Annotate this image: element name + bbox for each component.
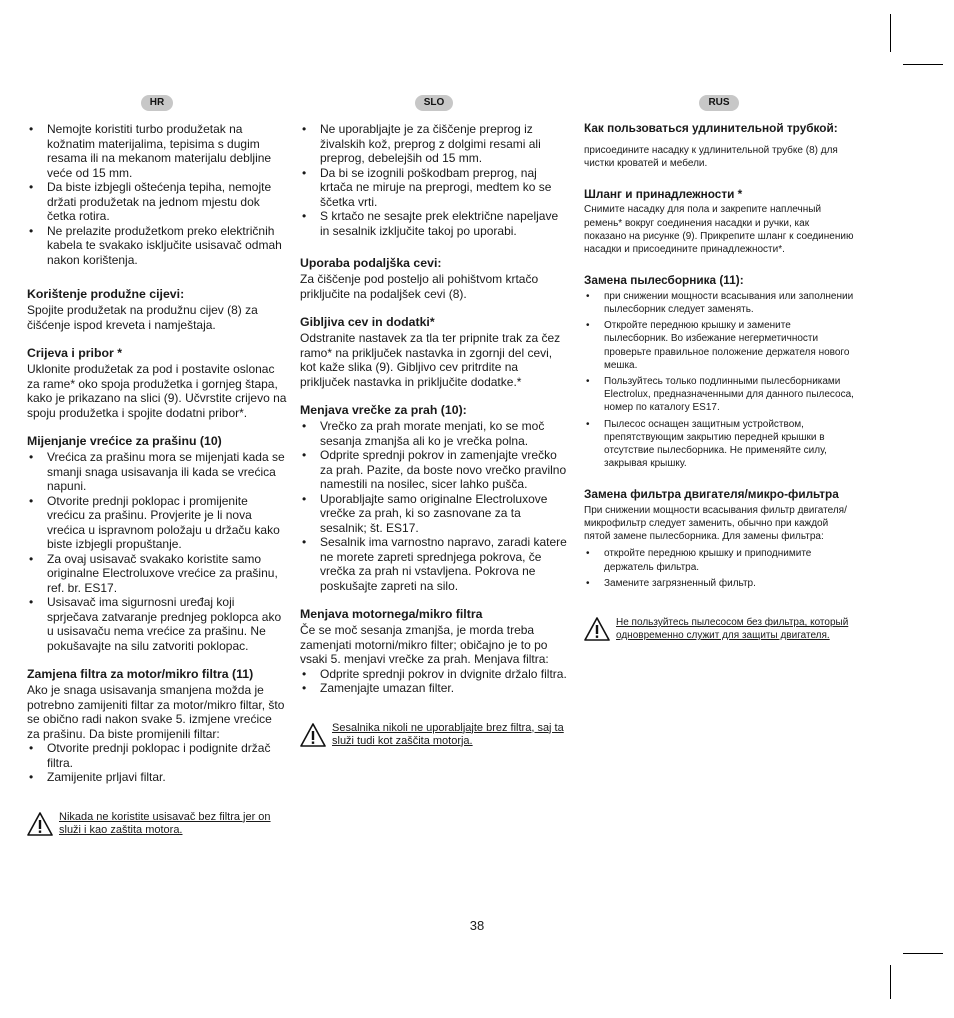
section-list [300, 419, 568, 593]
section-list [584, 290, 854, 471]
section-title: Как пользоваться удлинительной трубкой: [584, 121, 838, 135]
list-item: • Пылесос оснащен защитным устройством, препятствующим закрытию передней крышки в отсутствие пылесборника. Не применяйте силу, закрывая крышку. [584, 418, 854, 471]
warning-text: Nikada ne koristite usisavač bez filtra jer on služi i kao zaštita motora. [59, 810, 271, 836]
section-text: При снижении мощности всасывания фильтр двигателя/микрофильтр следует заменить, обычно при каждой пятой замене пылесборника. Для замены фильтра: [584, 504, 847, 543]
warning-icon [300, 722, 326, 748]
list-item: • Da biste izbjegli oštećenja tepiha, nemojte držati produžetak na jednom mjestu dok četka rotira. [27, 180, 287, 224]
list-item: • Vrečko za prah morate menjati, ko se moč sesanja zmanjša ali ko je vrečka polna. [300, 419, 568, 448]
list-item: • Ne prelazite produžetkom preko električnih kabela te svakako isključite usisavač odmah nakon korištenja. [27, 224, 287, 268]
intro-list [300, 122, 568, 238]
section-text: Uklonite produžetak za pod i postavite oslonac za rame* oko spoja produžetka i gornjeg štapa, kako je prikazano na slici (9). Učvrstite crijevo na spoju produžetka i spojite dodatni pribor*. [27, 362, 287, 420]
list-item: • Odprite sprednji pokrov in dvignite držalo filtra. [300, 667, 568, 682]
list-item: • при снижении мощности всасывания или заполнении пылесборник следует заменять. [584, 290, 854, 316]
section-text: Spojite produžetak na produžnu cijev (8) za čišćenje ispod kreveta i namještaja. [27, 303, 258, 332]
section-list [584, 547, 854, 590]
section-title: Gibljiva cev in dodatki* [300, 315, 435, 329]
section-text: Za čiščenje pod posteljo ali pohištvom krtačo priključite na podaljšek cevi (8). [300, 272, 539, 301]
warning-text: Sesalnika nikoli ne uporabljajte brez filtra, saj ta služi tudi kot zaščita motorja. [332, 721, 564, 747]
section-list [27, 450, 287, 653]
list-item: • Ne uporabljajte je za čiščenje preprog iz živalskih kož, preprog z dolgimi resami ali preprog, debelejših od 15 mm. [300, 122, 568, 166]
column-slo [300, 92, 568, 748]
section-title: Zamjena filtra za motor/mikro filtra (11) [27, 667, 254, 681]
warning-note [584, 616, 854, 642]
language-badge-rus: RUS [699, 95, 738, 111]
crop-mark [890, 14, 891, 52]
warning-icon [584, 616, 610, 642]
list-item: • Otvorite prednji poklopac i podignite držač filtra. [27, 741, 287, 770]
list-item: • Otvorite prednji poklopac i promijenite vrećicu za prašinu. Provjerite je li nova vrećica u ispravnom položaju u držaču kako biste izbjegli propuštanje. [27, 494, 287, 552]
section-text: присоедините насадку к удлинительной трубке (8) для чистки кроватей и мебели. [584, 144, 838, 169]
section-text: Če se moč sesanja zmanjša, je morda treba zamenjati motorni/mikro filter; običajno je to po vsaki 5. menjavi vrečke za prah. Menjava filtra: [300, 623, 549, 666]
section-title: Korištenje produžne cijevi: [27, 287, 185, 301]
list-item: • Za ovaj usisavač svakako koristite samo originalne Electroluxove vrećice za prašinu, ref. br. ES17. [27, 552, 287, 596]
section-text: Ako je snaga usisavanja smanjena možda je potrebno zamijeniti filtar za motor/mikro filtar, što se obično radi nakon svake 5. izmjene vrećice za prašinu. Da biste promijenili filtar: [27, 683, 285, 741]
list-item: • Пользуйтесь только подлинными пылесборниками Electrolux, предназначенными для данного пылесоса, номер по каталогу ES17. [584, 375, 854, 415]
crop-mark [903, 64, 943, 65]
section-title: Uporaba podaljška cevi: [300, 256, 442, 270]
warning-icon [27, 811, 53, 837]
intro-list [27, 122, 287, 267]
list-item: • Zamijenite prljavi filtar. [27, 770, 287, 785]
list-item: • Uporabljajte samo originalne Electroluxove vrečke za prah, ki so zasnovane za ta sesalnik; št. ES17. [300, 492, 568, 536]
section-title: Menjava vrečke za prah (10): [300, 403, 467, 417]
section-title: Шланг и принадлежности * [584, 186, 743, 201]
section-title: Замена фильтра двигателя/микро-фильтра [584, 487, 839, 502]
page-number: 38 [469, 918, 485, 933]
section-title: Crijeva i pribor * [27, 346, 122, 360]
list-item: • откройте переднюю крышку и приподнимите держатель фильтра. [584, 547, 854, 573]
crop-mark [903, 953, 943, 954]
section-list [27, 741, 287, 785]
list-item: • Da bi se izognili poškodbam preprog, naj krtača ne miruje na preprogi, medtem ko se ščetka vrti. [300, 166, 568, 210]
language-badge-hr: HR [141, 95, 173, 111]
section-title: Menjava motornega/mikro filtra [300, 607, 483, 621]
section-list [300, 667, 568, 696]
section-title: Замена пылесборника (11): [584, 273, 744, 288]
warning-note [300, 722, 568, 748]
section-title: Mijenjanje vrećice za prašinu (10) [27, 434, 222, 448]
section-text: Odstranite nastavek za tla ter pripnite trak za čez ramo* na priključek nastavka in zgornji del cevi, kot kaže slika (9). Gibljivo cev pritrdite na priključek nastavka in priključite dodatke.* [300, 331, 561, 389]
language-badge-slo: SLO [415, 95, 454, 111]
list-item: • Zamenjajte umazan filter. [300, 681, 568, 696]
list-item: • Sesalnik ima varnostno napravo, zaradi katere ne morete zapreti sprednjega pokrova, če vrečka za prah ni vstavljena. Pokrova ne poskušajte zapreti na silo. [300, 535, 568, 593]
warning-note [27, 811, 287, 837]
list-item: • Откройте переднюю крышку и замените пылесборник. Во избежание негерметичности проверьте правильное положение держателя нового мешка. [584, 319, 854, 372]
column-rus [584, 92, 854, 642]
list-item: • Odprite sprednji pokrov in zamenjajte vrečko za prah. Pazite, da boste novo vrečko pravilno namestili na nosilec, sicer lahko pušča. [300, 448, 568, 492]
list-item: • Usisavač ima sigurnosni uređaj koji sprječava zatvaranje prednjeg poklopca ako u usisavaču nema vrećice za prašinu. Ne pokušavajte na silu zatvoriti poklopac. [27, 595, 287, 653]
column-hr [27, 92, 287, 837]
warning-text: Не пользуйтесь пылесосом без фильтра, который одновременно служит для защиты двигателя. [616, 617, 849, 642]
list-item: • S krtačo ne sesajte prek električne napeljave in sesalnik izključite takoj po uporabi. [300, 209, 568, 238]
list-item: • Vrećica za prašinu mora se mijenjati kada se smanji snaga usisavanja ili kada se vrećica napuni. [27, 450, 287, 494]
list-item: • Nemojte koristiti turbo produžetak na kožnatim materijalima, tepisima s dugim resama ili na mekanom materijalu debljine veće od 15 mm. [27, 122, 287, 180]
crop-mark [890, 965, 891, 999]
section-text: Снимите насадку для пола и закрепите наплечный ремень* вокруг соединения насадки и ручки, как показано на рисунке (9). Прикрепите шланг к соединению насадки и присоедините принадлежности*. [584, 204, 854, 256]
list-item: • Замените загрязненный фильтр. [584, 577, 854, 590]
